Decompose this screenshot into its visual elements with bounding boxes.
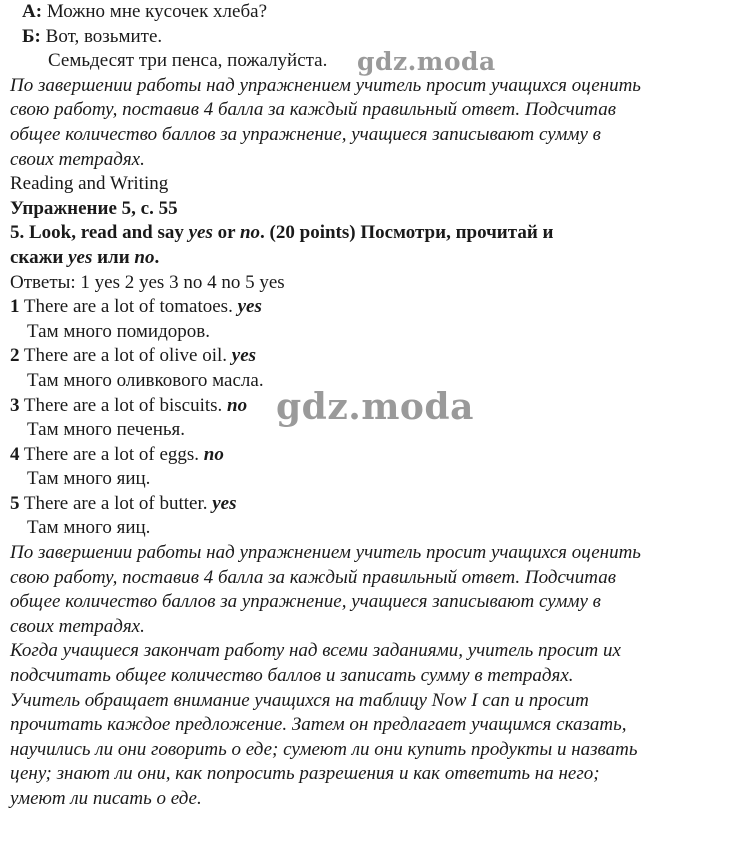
closing-line: умеют ли писать о еде.	[10, 788, 202, 809]
item-answer: no	[227, 394, 248, 416]
watermark: gdz.moda	[357, 47, 496, 76]
task-text: скажи	[10, 246, 69, 268]
item-answer: yes	[231, 345, 257, 367]
item-row	[10, 394, 726, 419]
watermark: gdz.moda	[276, 386, 474, 428]
item-number: 2	[10, 345, 20, 367]
dialogue-continuation: Семьдесят три пенса, пожалуйста.	[48, 50, 328, 72]
instruction-2-line: своих тетрадях.	[10, 615, 145, 637]
item-translation: Там много печенья.	[27, 419, 186, 441]
document-page	[10, 0, 726, 812]
instruction-2-line: По завершении работы над упражнением учитель просит учащихся оценить	[10, 542, 641, 564]
closing-line: Учитель обращает внимание учащихся на таблицу Now I can и просит	[10, 689, 589, 711]
answers-line: Ответы: 1 yes 2 yes 3 no 4 no 5 yes	[10, 271, 285, 293]
item-row	[10, 492, 726, 517]
speaker-label: А:	[22, 1, 43, 22]
item-translation: Там много яиц.	[27, 468, 151, 490]
instruction-1-line: своих тетрадях.	[10, 148, 145, 170]
instruction-1-line: свою работу, поставив 4 балла за каждый правильный ответ. Подсчитав	[10, 99, 616, 121]
task-no: no	[239, 222, 261, 244]
task-text: 5. Look, read and say	[10, 222, 189, 244]
item-answer: yes	[212, 492, 237, 514]
item-number: 1	[10, 296, 20, 318]
item-row	[10, 443, 726, 468]
item-translation: Там много яиц.	[27, 517, 151, 539]
item-sentence: There are a lot of eggs.	[19, 443, 204, 465]
task-line-2	[10, 246, 726, 271]
task-yes: yes	[188, 222, 213, 244]
item-answer: no	[203, 443, 224, 465]
task-no: no	[134, 246, 155, 268]
task-text: . (20 points) Посмотри, прочитай и	[260, 222, 554, 244]
task-yes: yes	[68, 246, 93, 268]
item-row	[10, 295, 726, 320]
closing-line: научились ли они говорить о еде; сумеют ли они купить продукты и назвать	[10, 738, 638, 760]
task-text: .	[154, 246, 160, 268]
closing-line: цену; знают ли они, как попросить разрешения и как ответить на него;	[10, 763, 600, 785]
closing-line: подсчитать общее количество баллов и записать сумму в тетрадях.	[10, 665, 574, 687]
dialogue-text: Вот, возьмите.	[40, 25, 163, 47]
task-text: or	[212, 222, 240, 244]
item-row	[10, 344, 726, 369]
task-text: или	[92, 246, 135, 268]
instruction-1-line: По завершении работы над упражнением учитель просит учащихся оценить	[10, 74, 641, 96]
item-answer: yes	[237, 296, 262, 318]
closing-line: прочитать каждое предложение. Затем он предлагает учащимся сказать,	[10, 714, 627, 736]
section-title: Reading and Writing	[10, 173, 169, 195]
speaker-label: Б:	[22, 25, 41, 47]
closing-line: Когда учащиеся закончат работу над всеми заданиями, учитель просит их	[10, 640, 621, 662]
task-line-1	[10, 221, 726, 246]
instruction-2-line: свою работу, поставив 4 балла за каждый правильный ответ. Подсчитав	[10, 566, 616, 588]
item-translation: Там много помидоров.	[27, 320, 210, 342]
item-number: 5	[10, 492, 20, 514]
instruction-2-line: общее количество баллов за упражнение, учащиеся записывают сумму в	[10, 591, 601, 613]
item-number: 3	[10, 394, 20, 416]
item-translation: Там много оливкового масла.	[27, 369, 264, 391]
dialogue-text: Можно мне кусочек хлеба?	[42, 1, 268, 22]
exercise-heading: Упражнение 5, с. 55	[10, 197, 178, 219]
item-sentence: There are a lot of tomatoes.	[19, 296, 238, 318]
dialogue-line-b	[10, 25, 726, 50]
item-sentence: There are a lot of biscuits.	[19, 394, 228, 416]
dialogue-line-a	[10, 0, 726, 25]
instruction-1-line: общее количество баллов за упражнение, учащиеся записывают сумму в	[10, 123, 601, 145]
item-sentence: There are a lot of olive oil.	[19, 345, 232, 367]
item-sentence: There are a lot of butter.	[19, 492, 213, 514]
item-number: 4	[10, 443, 20, 465]
